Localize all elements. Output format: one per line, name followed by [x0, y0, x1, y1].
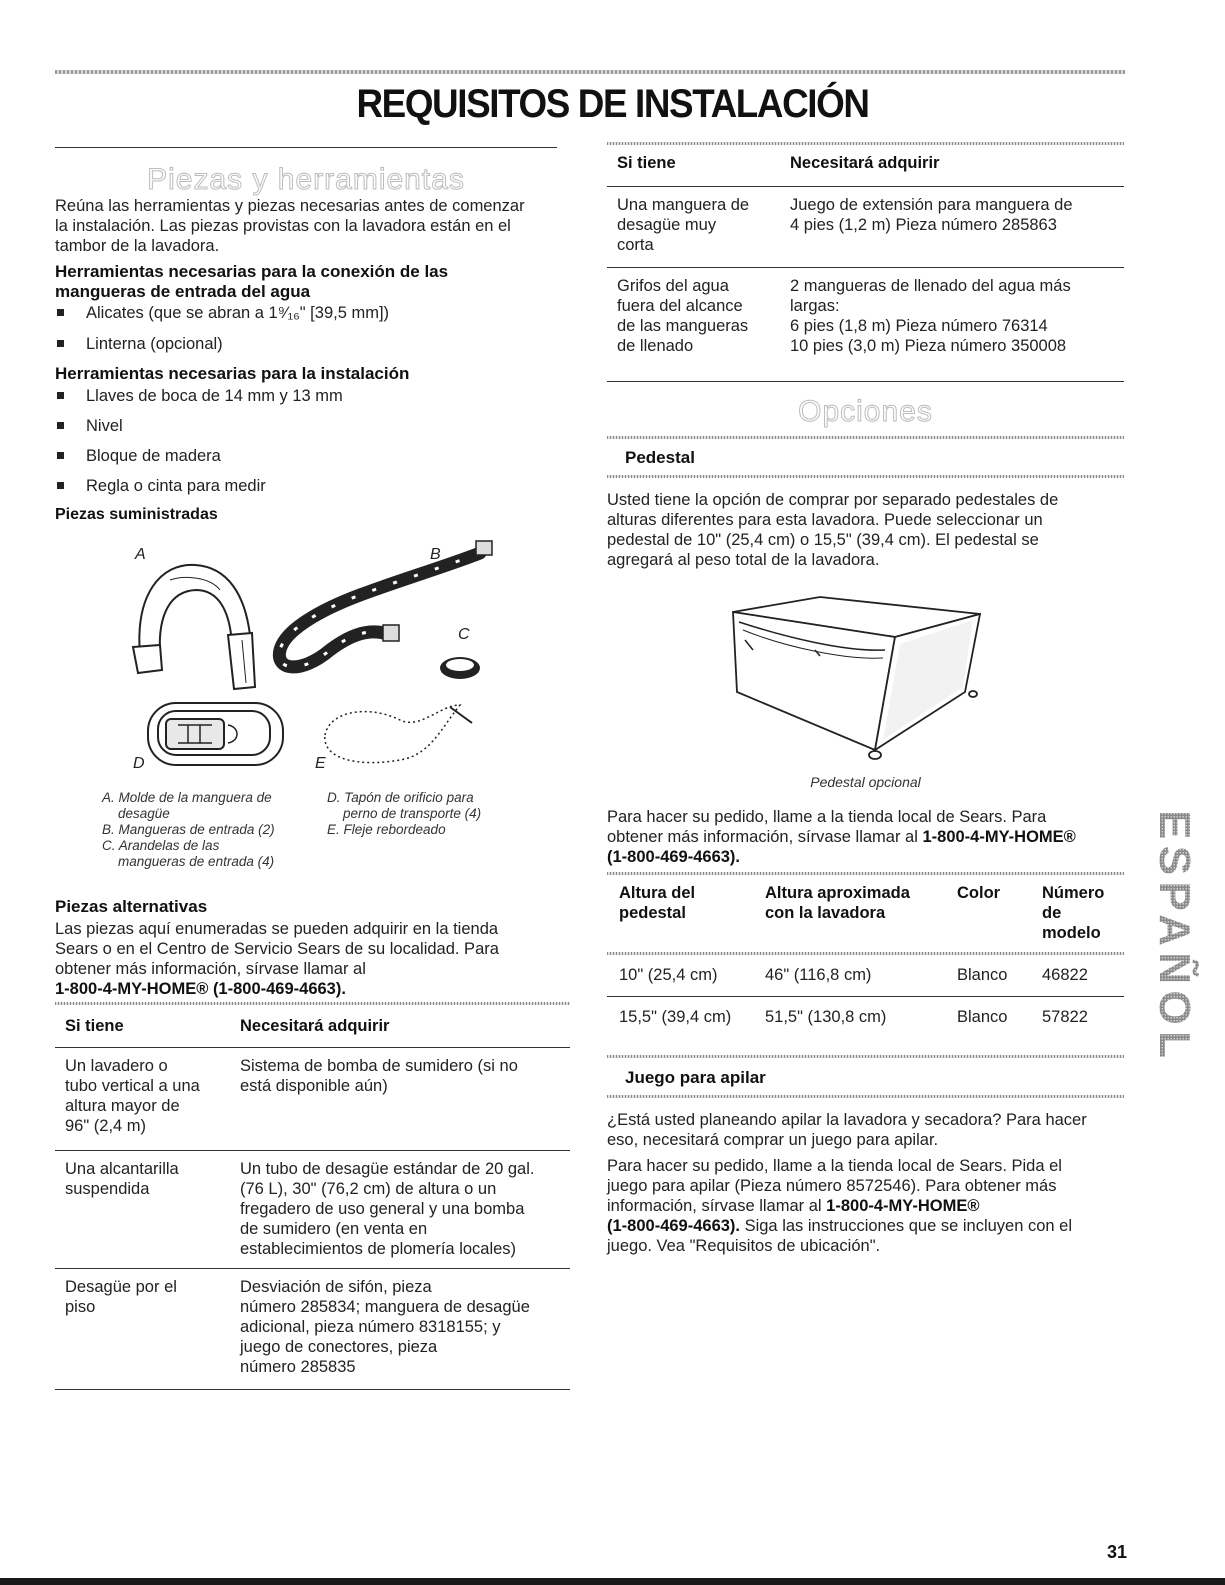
- pedestal-heading: Pedestal: [625, 448, 695, 467]
- stack-phone-1: 1-800-4-MY-HOME®: [826, 1197, 980, 1215]
- table-header-need: Necesitará adquirir: [790, 154, 940, 172]
- list-item: Linterna (opcional): [57, 334, 223, 354]
- table-top-rule: [607, 872, 1124, 875]
- figure-captions-left: A. Molde de la manguera de desagüe B. Mangueras de entrada (2) C. Arandelas de las mangueras de entrada (4): [102, 790, 275, 869]
- parts-heading: Piezas suministradas: [55, 506, 218, 523]
- label-c: C: [458, 626, 470, 643]
- list-item: Alicates (que se abran a 1⁹⁄₁₆" [39,5 mm]): [57, 303, 389, 323]
- table-header-have: Si tiene: [617, 154, 676, 172]
- pedestal-illustration: [725, 592, 990, 764]
- stack-phone-2: (1-800-469-4663).: [607, 1217, 740, 1235]
- ped-cell: 10" (25,4 cm): [619, 966, 718, 984]
- washer-drawing: [440, 657, 480, 679]
- alt-parts-phone: 1-800-4-MY-HOME® (1-800-469-4663).: [55, 980, 346, 998]
- table-cell: 2 mangueras de llenado del agua más largas: 6 pies (1,8 m) Pieza número 76314 10 pies (3,0 m) Pieza número 350008: [790, 277, 1071, 355]
- table-rule: [55, 1268, 570, 1269]
- table-rule: [607, 381, 1124, 382]
- table-cell: Grifos del agua fuera del alcance de las mangueras de llenado: [617, 277, 749, 355]
- table-cell: Un lavadero o tubo vertical a una altura mayor de 96" (2,4 m): [65, 1057, 200, 1135]
- section-title-piezas: Piezas y herramientas: [147, 163, 465, 196]
- table-rule: [55, 1389, 570, 1390]
- subsection-rule: [607, 436, 1124, 439]
- parts-illustration: [100, 535, 520, 780]
- ped-cell: 46822: [1042, 966, 1088, 984]
- table-cell: Sistema de bomba de sumidero (si no está disponible aún): [240, 1057, 518, 1095]
- list-item: Regla o cinta para medir: [57, 476, 266, 496]
- ped-header-approx: Altura aproximada con la lavadora: [765, 884, 910, 922]
- table-cell: Desviación de sifón, pieza número 285834; manguera de desagüe adicional, pieza número 8318155; y juego de conectores, pieza número 285835: [240, 1278, 530, 1376]
- table-rule: [607, 952, 1124, 955]
- pedestal-paragraph: Usted tiene la opción de comprar por separado pedestales de alturas diferentes para esta lavadora. Puede seleccionar un pedestal de 10" (25,4 cm) o 15,5" (39,4 cm). El pedestal se agregará al peso total de la lavadora.: [607, 491, 1059, 569]
- stack-paragraph-2: Para hacer su pedido, llame a la tienda local de Sears. Pida el juego para apilar (Pieza número 8572546). Para obtener más información, sírvase llamar al 1-800-4-MY-HOME® (1-800-469-4663). Siga las instrucciones que se incluyen con el juego. Vea "Requisitos de ubicación".: [607, 1157, 1073, 1255]
- table-rule: [55, 1150, 570, 1151]
- ped-cell: 15,5" (39,4 cm): [619, 1008, 732, 1026]
- ped-header-height: Altura del pedestal: [619, 884, 696, 922]
- ped-cell: 46" (116,8 cm): [765, 966, 872, 984]
- order-paragraph: Para hacer su pedido, llame a la tienda local de Sears. Para obtener más información, sírvase llamar al 1-800-4-MY-HOME® (1-800-469-4663).: [607, 807, 1137, 867]
- tools-hose-heading: Herramientas necesarias para la conexión de las mangueras de entrada del agua: [55, 262, 449, 301]
- drain-hose-form-drawing: [133, 565, 255, 689]
- bottom-bar: [0, 1578, 1225, 1585]
- stack-paragraph-1: ¿Está usted planeando apilar la lavadora y secadora? Para hacer eso, necesitará comprar un juego para apilar.: [607, 1111, 1087, 1149]
- table-cell: Juego de extensión para manguera de 4 pies (1,2 m) Pieza número 285863: [790, 196, 1073, 234]
- beaded-strap-drawing: [325, 705, 472, 763]
- ped-header-color: Color: [957, 884, 1001, 902]
- table-rule: [55, 1047, 570, 1048]
- ped-cell: 51,5" (130,8 cm): [765, 1008, 887, 1026]
- table-cell: Desagüe por el piso: [65, 1278, 177, 1316]
- table-rule: [607, 186, 1124, 187]
- pedestal-caption: Pedestal opcional: [810, 774, 921, 790]
- page-number: 31: [1106, 1542, 1127, 1562]
- label-b: B: [430, 546, 441, 563]
- table-header-need: Necesitará adquirir: [240, 1017, 390, 1035]
- alt-parts-heading: Piezas alternativas: [55, 897, 208, 916]
- label-e: E: [315, 755, 326, 772]
- order-phone-1: 1-800-4-MY-HOME®: [922, 828, 1076, 846]
- list-item: Nivel: [57, 416, 123, 436]
- list-item: Llaves de boca de 14 mm y 13 mm: [57, 386, 343, 406]
- table-cell: Una alcantarilla suspendida: [65, 1160, 179, 1198]
- tools-install-heading: Herramientas necesarias para la instalación: [55, 364, 410, 383]
- language-side-tab: [1142, 810, 1204, 1060]
- section-title-opciones: Opciones: [798, 395, 933, 428]
- table-top-rule: [607, 142, 1124, 145]
- ped-cell: Blanco: [957, 966, 1008, 984]
- table-header-have: Si tiene: [65, 1017, 124, 1035]
- label-a: A: [135, 546, 146, 563]
- side-tab-text: ESPAÑOL: [1150, 810, 1199, 1058]
- page-title: REQUISITOS DE INSTALACIÓN: [356, 82, 869, 126]
- section-rule: [55, 147, 557, 148]
- table-top-rule: [55, 1002, 570, 1005]
- ped-header-model: Número de modelo: [1042, 884, 1105, 942]
- subsection-rule: [607, 1095, 1124, 1098]
- list-item: Bloque de madera: [57, 446, 221, 466]
- inlet-hose-drawing: [279, 541, 492, 667]
- subsection-rule: [607, 475, 1124, 478]
- alt-parts-paragraph: Las piezas aquí enumeradas se pueden adquirir en la tienda Sears o en el Centro de Servicio Sears de su localidad. Para obtener más información, sírvase llamar al 1-800-4-MY-HOME® (1-800-469-4663).: [55, 919, 570, 999]
- table-rule: [607, 267, 1124, 268]
- order-phone-2: (1-800-469-4663).: [607, 848, 740, 866]
- table-cell: Un tubo de desagüe estándar de 20 gal. (76 L), 30" (76,2 cm) de altura o un fregadero de uso general y una bomba de sumidero (en venta en establecimientos de plomería locales): [240, 1160, 535, 1258]
- top-rule: [55, 70, 1125, 74]
- subsection-rule: [607, 1055, 1124, 1058]
- bolt-hole-plug-drawing: [148, 703, 283, 765]
- label-d: D: [133, 755, 145, 772]
- stack-kit-heading: Juego para apilar: [625, 1068, 766, 1087]
- table-rule: [607, 996, 1124, 997]
- ped-cell: 57822: [1042, 1008, 1088, 1026]
- table-cell: Una manguera de desagüe muy corta: [617, 196, 750, 254]
- ped-cell: Blanco: [957, 1008, 1008, 1026]
- intro-paragraph: Reúna las herramientas y piezas necesarias antes de comenzar la instalación. Las piezas provistas con la lavadora están en el tambor de la lavadora.: [55, 197, 525, 255]
- figure-captions-right: D. Tapón de orificio para perno de transporte (4) E. Fleje rebordeado: [327, 790, 482, 837]
